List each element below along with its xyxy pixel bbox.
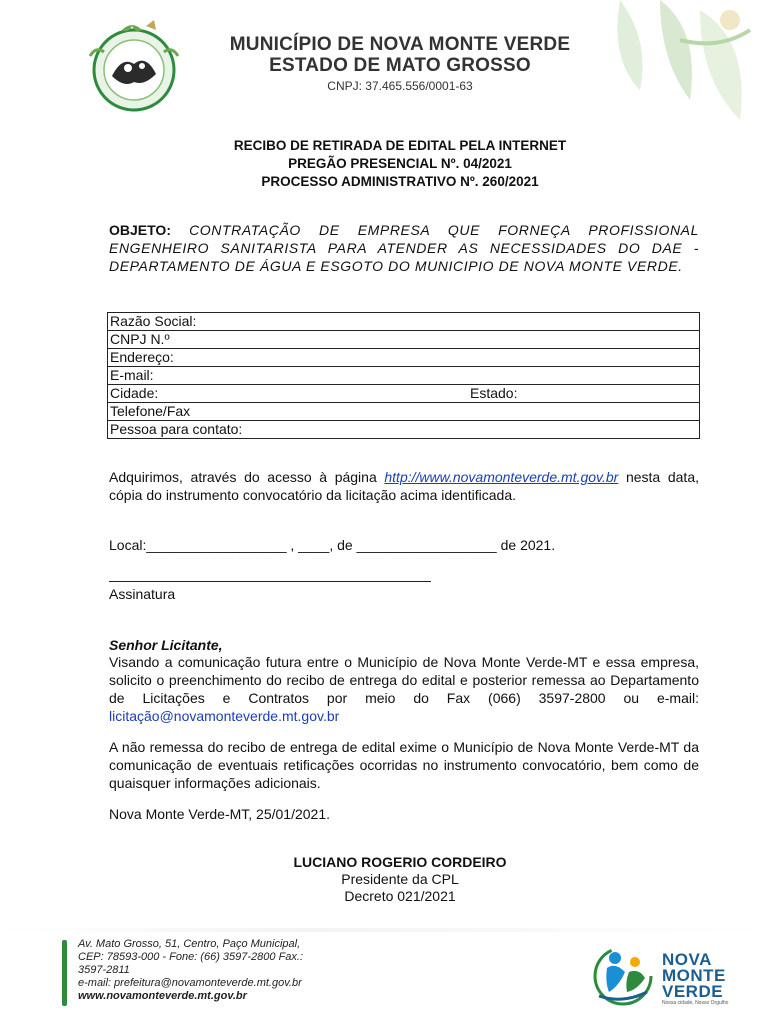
footer-address — [78, 938, 348, 1003]
licitante-body: Visando a comunicação futura entre o Município de Nova Monte Verde-MT e essa empresa, solicito o preenchimento do recibo de entrega do edital e posterior remessa ao Departamento de Licitações e Contratos por meio do Fax (066) 3597-2800 ou e-mail: — [109, 654, 699, 706]
document-title: RECIBO DE RETIRADA DE EDITAL PELA INTERNET — [233, 138, 567, 153]
brand-verde: VERDE — [662, 982, 724, 1001]
field-label-estado: Estado: — [470, 385, 518, 401]
nova-monte-verde-logo-icon — [585, 942, 661, 1008]
footer-line: 3597-2811 — [78, 964, 130, 976]
footer-website: www.novamonteverde.mt.gov.br — [78, 990, 247, 1002]
acquisition-paragraph — [109, 468, 699, 504]
footer-line: Av. Mato Grosso, 51, Centro, Paço Municipal, — [78, 938, 301, 950]
field-cnpj[interactable] — [108, 331, 700, 349]
brand-tagline: Nossa cidade, Nosso Orgulho — [662, 1000, 729, 1006]
licitante-paragraph — [109, 653, 699, 725]
objeto-text: CONTRATAÇÃO DE EMPRESA QUE FORNEÇA PROFISSIONAL ENGENHEIRO SANITARISTA PARA ATENDER AS NECESSIDADES DO DAE - DEPARTAMENTO DE ÁGUA E ESGOTO DO MUNICIPIO DE NOVA MONTE VERDE. — [109, 222, 699, 274]
brand-monte: MONTE — [662, 966, 726, 985]
signature-label: Assinatura — [109, 586, 176, 602]
field-label: Razão Social: — [110, 313, 197, 329]
signature-line — [109, 581, 431, 582]
municipal-seal-icon — [82, 16, 190, 114]
brand-nova: NOVA — [662, 950, 712, 969]
local-date-line: Local:__________________ , ____, de __________________ de 2021. — [109, 537, 556, 553]
field-endereco[interactable] — [108, 349, 700, 367]
signer-name: LUCIANO ROGERIO CORDEIRO — [293, 854, 507, 870]
field-label: Telefone/Fax — [110, 403, 191, 419]
field-razao-social[interactable] — [108, 313, 700, 331]
licitacao-email-link[interactable]: licitação@novamonteverde.mt.gov.br — [109, 708, 340, 724]
signer-decree: Decreto 021/2021 — [344, 888, 456, 904]
footer-email: e-mail: prefeitura@novamonteverde.mt.gov.br — [78, 977, 302, 989]
field-label: E-mail: — [110, 367, 154, 383]
field-label-cidade: Cidade: — [110, 385, 159, 401]
field-label: Pessoa para contato: — [110, 421, 243, 437]
acquisition-text-after: nesta data, cópia do instrumento convocatório da licitação acima identificada. — [109, 469, 699, 503]
pregao-number: PREGÃO PRESENCIAL Nº. 04/2021 — [288, 156, 512, 171]
objeto-label: OBJETO: — [109, 222, 171, 238]
city-date: Nova Monte Verde-MT, 25/01/2021. — [109, 806, 331, 822]
field-email[interactable] — [108, 367, 700, 385]
footer-separator — [0, 928, 770, 932]
footer-line: CEP: 78593-000 - Fone: (66) 3597-2800 Fax.: — [78, 951, 304, 963]
company-info-form — [107, 312, 700, 439]
decorative-leaves-icon — [580, 0, 770, 130]
footer-accent-bar — [62, 940, 67, 1006]
field-telefone[interactable] — [108, 403, 700, 421]
header-municipality: MUNICÍPIO DE NOVA MONTE VERDE — [229, 34, 571, 55]
field-label: Endereço: — [110, 349, 174, 365]
field-label: CNPJ N.º — [110, 331, 170, 347]
field-contato[interactable] — [108, 421, 700, 439]
signer-role: Presidente da CPL — [341, 871, 459, 887]
licitante-heading: Senhor Licitante, — [109, 637, 223, 653]
processo-number: PROCESSO ADMINISTRATIVO Nº. 260/2021 — [261, 174, 539, 189]
header-state: ESTADO DE MATO GROSSO — [269, 55, 531, 76]
objeto-paragraph — [109, 221, 699, 275]
header-cnpj: CNPJ: 37.465.556/0001-63 — [327, 79, 473, 93]
acquisition-text-before: Adquirimos, através do acesso à página — [109, 469, 385, 485]
notice-paragraph: A não remessa do recibo de entrega de edital exime o Município de Nova Monte Verde-MT da comunicação de eventuais retificações ocorridas no instrumento convocatório, bem como de quaisquer informações adicionais. — [109, 739, 699, 791]
field-cidade-estado[interactable] — [108, 385, 700, 403]
website-link[interactable]: http://www.novamonteverde.mt.gov.br — [384, 469, 619, 485]
